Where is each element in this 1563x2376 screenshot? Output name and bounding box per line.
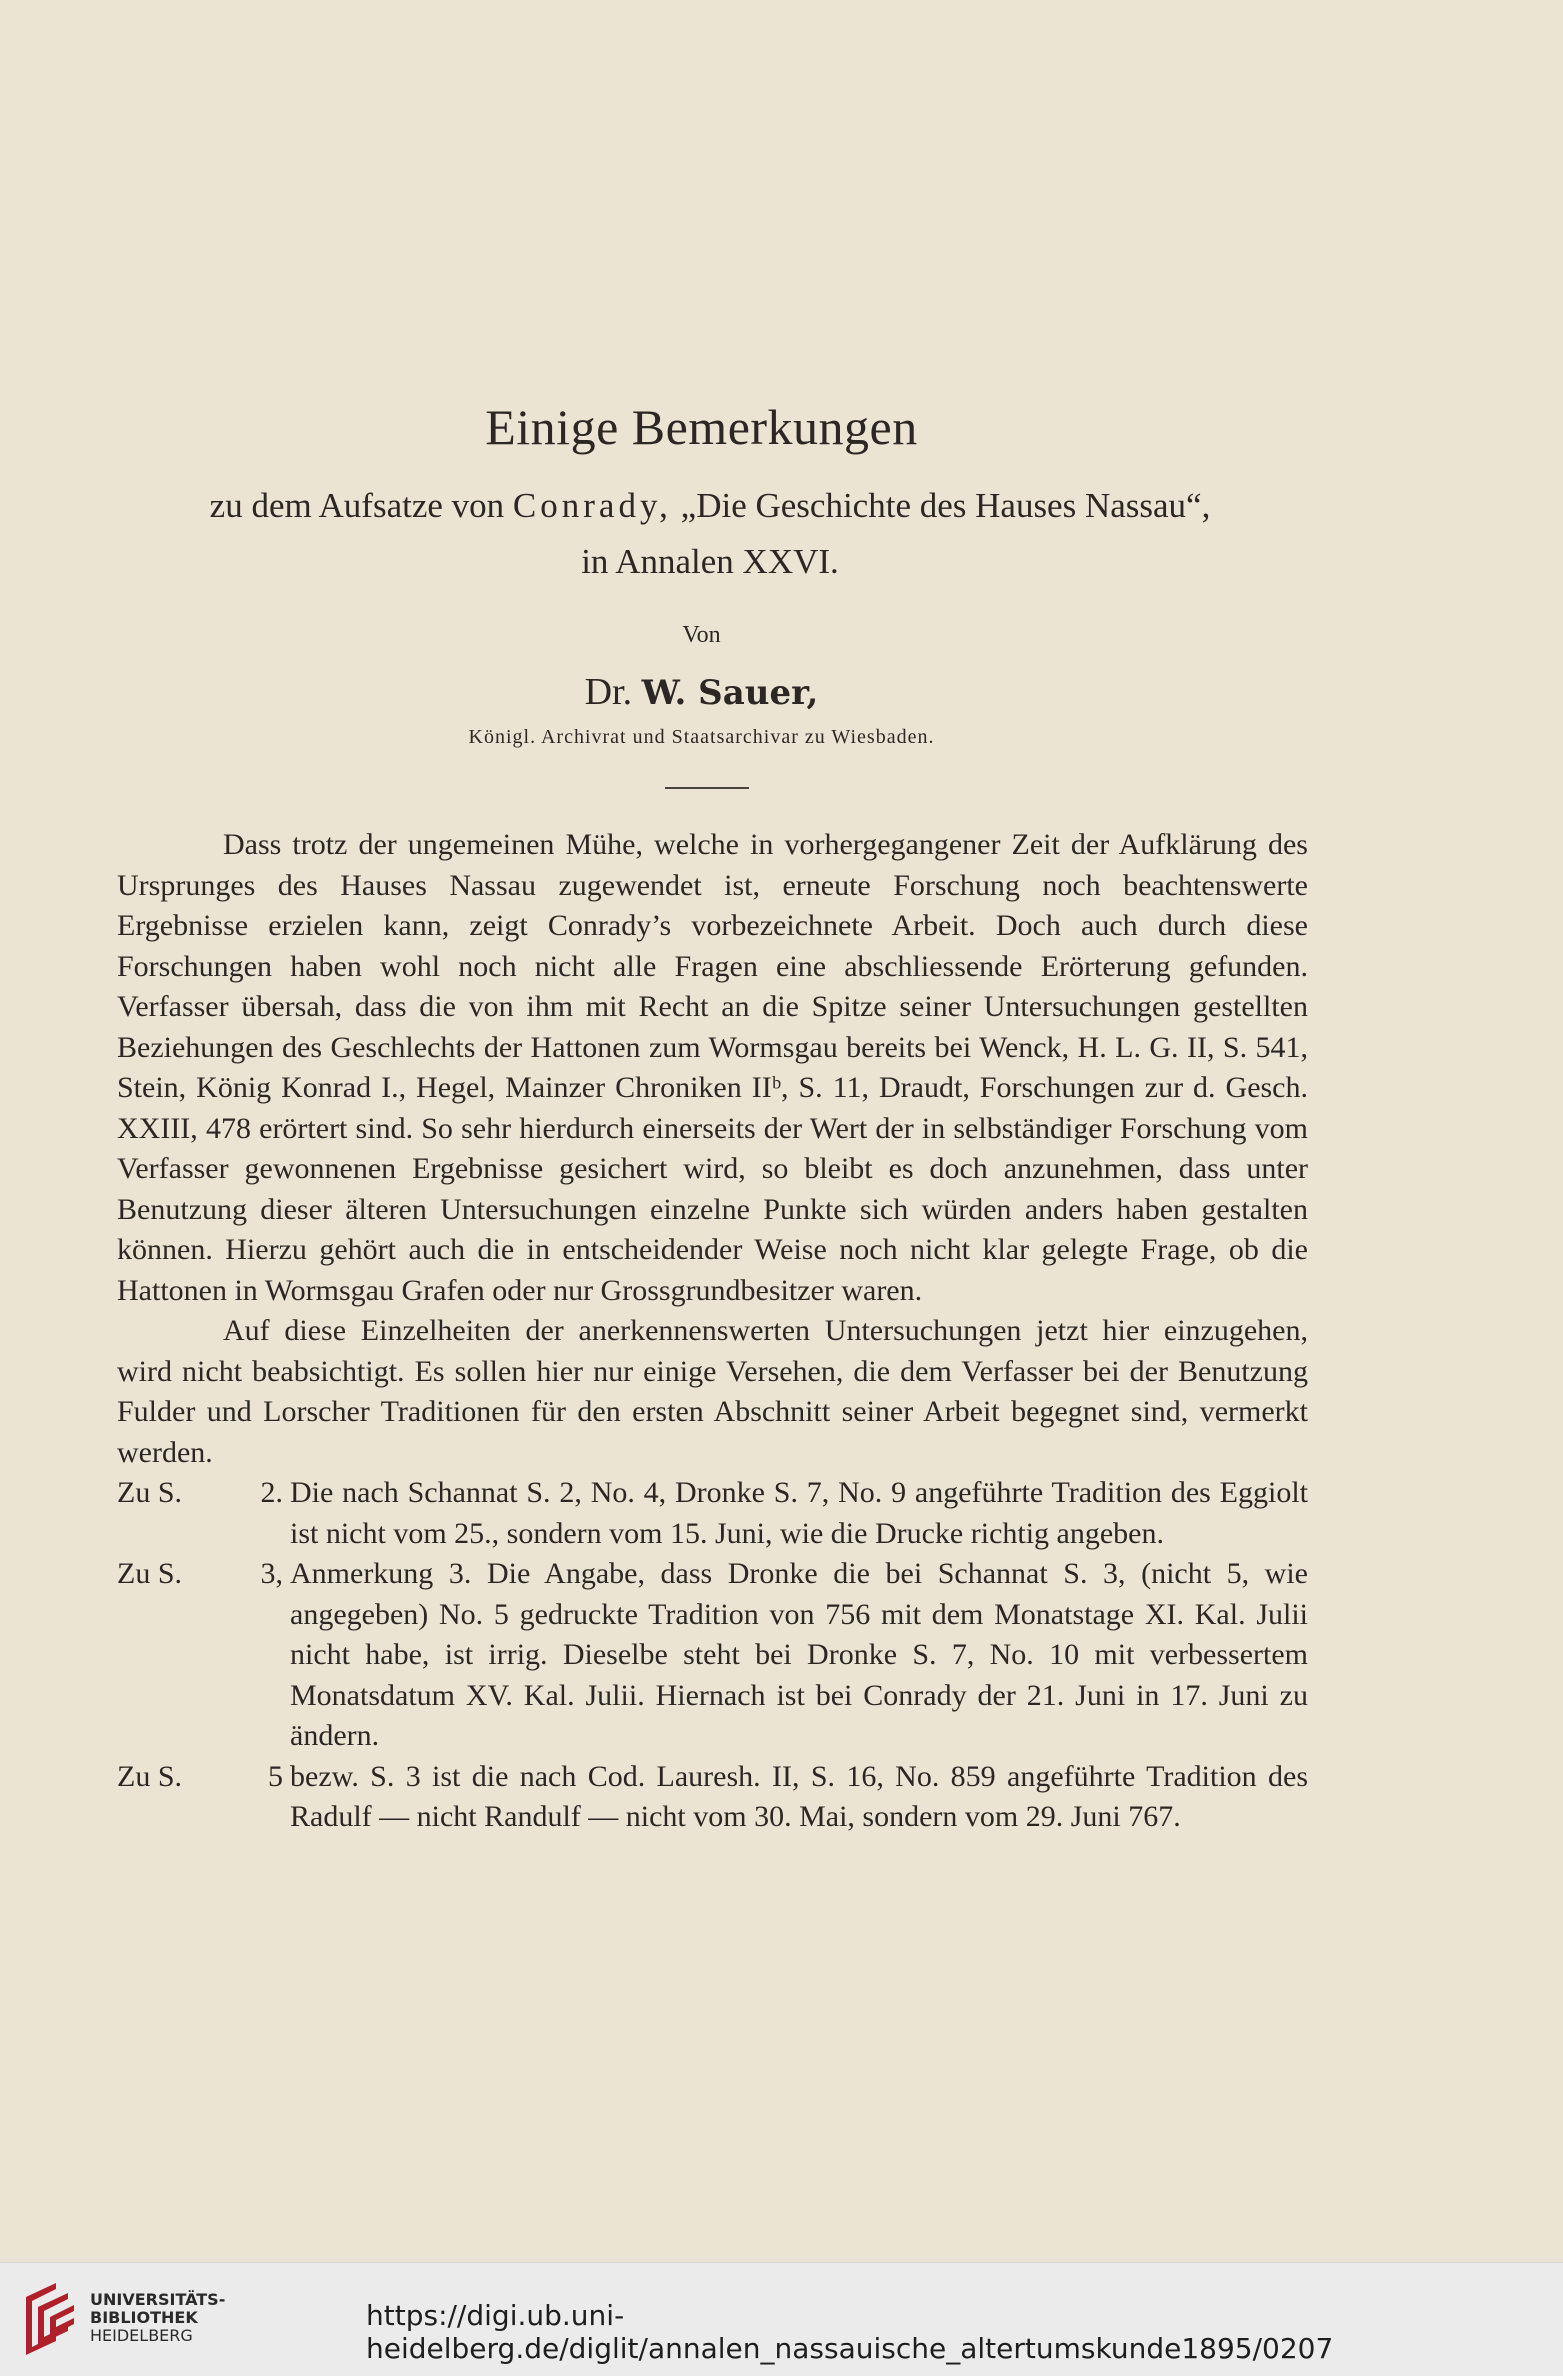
library-logo-icon [16, 2277, 80, 2359]
subtitle-part2: „Die Geschichte des Hauses Nassau“, [680, 486, 1211, 525]
entry-ref-page: 3, [260, 1557, 283, 1590]
entry-ref-label: Zu S. [117, 1759, 183, 1793]
article-subtitle [110, 478, 1310, 590]
library-name-line2: BIBLIOTHEK [90, 2308, 198, 2327]
author-name: W. Sauer, [641, 673, 819, 713]
entry-text: bezw. S. 3 ist die nach Cod. Lauresh. II, S. 16, No. 859 angeführte Tradition des Radulf — nicht Randulf — nicht vom 30. Mai, sondern vom 29. Juni 767. [290, 1759, 1308, 1833]
source-url[interactable]: https://digi.ub.uni-heidelberg.de/diglit/annalen_nassauische_altertumskunde1895/0207 [366, 2299, 1334, 2365]
subtitle-part1: zu dem Aufsatze von [209, 486, 505, 525]
article-title: Einige Bemerkungen [485, 399, 918, 455]
entry-ref-label: Zu S. [117, 1476, 183, 1509]
correction-entry [117, 1757, 1308, 1838]
entry-ref-page: 2. [260, 1476, 283, 1509]
article-body [117, 825, 1308, 1838]
author [0, 670, 1403, 714]
entry-text: Die nach Schannat S. 2, No. 4, Dronke S. 7, No. 9 angeführte Tradition des Eggiolt ist nicht vom 25., sondern vom 15. Juni, wie die Drucke richtig angeben. [290, 1476, 1308, 1550]
paragraph: Auf diese Einzelheiten der anerkennenswerten Untersuchungen jetzt hier einzugehen, wird nicht beabsichtigt. Es sollen hier nur einige Versehen, die dem Verfasser bei der Benutzung Fulder und Lorscher Traditionen für den ersten Abschnitt seiner Arbeit begegnet sind, vermerkt werden. [117, 1314, 1308, 1469]
paragraph: Dass trotz der ungemeinen Mühe, welche in vorhergegangener Zeit der Aufklärung des Ursprunges des Hauses Nassau zugewendet ist, erneute Forschung noch beachtenswerte Ergebnisse erzielen kann, zeigt Conrady’s vorbezeichnete Arbeit. Doch auch durch diese Forschungen haben wohl noch nicht alle Fragen eine abschliessende Erörterung gefunden. Verfasser übersah, dass die von ihm mit Recht an die Spitze seiner Untersuchungen gestellten Beziehungen des Geschlechts der Hattonen zum Wormsgau bereits bei Wenck, H. L. G. II, S. 541, Stein, König Konrad I., Hegel, Mainzer Chroniken IIᵇ, S. 11, Draudt, Forschungen zur d. Gesch. XXIII, 478 erörtert sind. So sehr hierdurch einerseits der Wert der in selbständiger Forschung vom Verfasser gewonnenen Ergebnisse gesichert wird, so bleibt es doch anzunehmen, dass unter Benutzung dieser älteren Untersuchungen einzelne Punkte sich würden anders haben gestalten können. Hierzu gehört auch die in entscheidender Weise noch nicht klar gelegte Frage, ob die Hattonen in Wormsgau Grafen oder nur Grossgrundbesitzer waren. [117, 828, 1308, 1307]
library-name-line1: UNIVERSITÄTS- [90, 2290, 226, 2309]
library-name [90, 2291, 225, 2345]
subtitle-name: Conrady, [512, 486, 672, 525]
byline-von: Von [682, 622, 721, 648]
subtitle-line2: in Annalen XXVI. [581, 542, 839, 581]
entry-ref-label: Zu S. [117, 1557, 183, 1590]
divider [665, 787, 749, 789]
entry-reference [117, 1473, 287, 1514]
entry-reference [117, 1757, 287, 1798]
author-prefix: Dr. [584, 671, 633, 713]
author-affiliation: Königl. Archivrat und Staatsarchivar zu Wiesbaden. [468, 726, 935, 748]
entry-reference [117, 1554, 287, 1595]
entry-text: Anmerkung 3. Die Angabe, dass Dronke die bei Schannat S. 3, (nicht 5, wie angegeben) No. 5 gedruckte Tradition von 756 mit dem Monatstage XI. Kal. Julii nicht habe, ist irrig. Dieselbe steht bei Dronke S. 7, No. 10 mit verbessertem Monatsdatum XV. Kal. Julii. Hiernach ist bei Conrady der 21. Juni in 17. Juni zu ändern. [290, 1557, 1308, 1752]
footer-bar [0, 2262, 1563, 2376]
correction-entry [117, 1473, 1308, 1554]
correction-entry [117, 1554, 1308, 1757]
library-name-line3: HEIDELBERG [90, 2326, 193, 2345]
entry-ref-page: 5 [268, 1759, 283, 1793]
